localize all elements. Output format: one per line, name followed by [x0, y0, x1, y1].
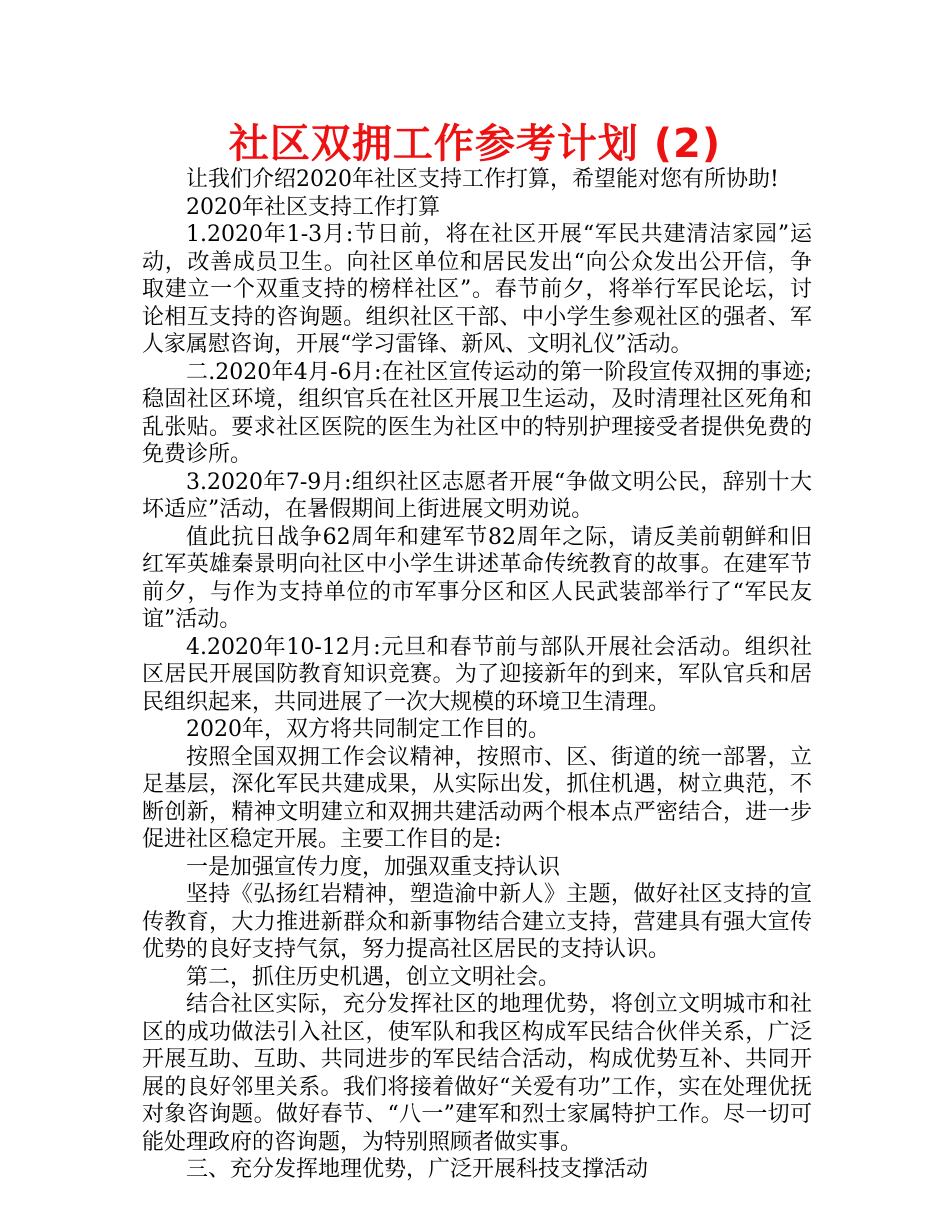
paragraph: 2020年社区支持工作打算 — [186, 194, 440, 220]
paragraph: 按照全国双拥工作会议精神，按照市、区、街道的统一部署，立足基层，深化军民共建成果，从实际出发，抓住机遇，树立典范，不断创新，精神文明建立和双拥共建活动两个根本点严密结合，进一步促进社区稳定开展。主要工作目的是: — [142, 744, 812, 852]
paragraph: 二.2020年4月-6月:在社区宣传运动的第一阶段宣传双拥的事迹;稳固社区环境，组织官兵在社区开展卫生运动，及时清理社区死角和乱张贴。要求社区医院的医生为社区中的特别护理接受者提供免费的免费诊所。 — [142, 359, 812, 467]
paragraph: 值此抗日战争62周年和建军节82周年之际，请反美前朝鲜和旧红军英雄秦景明向社区中小学生讲述革命传统教育的故事。在建军节前夕，与作为支持单位的市军事分区和区人民武装部举行了“军民友谊”活动。 — [142, 524, 812, 632]
section-heading: 一是加强宣传力度，加强双重支持认识 — [186, 854, 561, 880]
paragraph: 结合社区实际，充分发挥社区的地理优势，将创立文明城市和社区的成功做法引入社区，使军队和我区构成军民结合伙伴关系，广泛开展互助、互助、共同进步的军民结合活动，构成优势互补、共同开展的良好邻里关系。我们将接着做好“关爱有功”工作，实在处理优抚对象咨询题。做好春节、“八一”建军和烈士家属特护工作。尽一切可能处理政府的咨询题，为特别照顾者做实事。 — [142, 992, 812, 1155]
document-body — [142, 166, 812, 1184]
paragraph: 让我们介绍2020年社区支持工作打算，希望能对您有所协助! — [186, 167, 779, 192]
paragraph: 3.2020年7-9月:组织社区志愿者开展“争做文明公民，辞别十大坏适应”活动，在暑假期间上街进展文明劝说。 — [142, 469, 812, 522]
paragraph: 1.2020年1-3月:节日前，将在社区开展“军民共建清洁家园”运动，改善成员卫生。向社区单位和居民发出“向公众发出公开信，争取建立一个双重支持的榜样社区”。春节前夕，将举行军民论坛，讨论相互支持的咨询题。组织社区干部、中小学生参观社区的强者、军人家属慰咨询，开展“学习雷锋、新风、文明礼仪”活动。 — [142, 222, 812, 357]
document-title: 社区双拥工作参考计划 (2) — [228, 121, 722, 167]
section-heading: 三、充分发挥地理优势，广泛开展科技支撑活动 — [186, 1157, 649, 1182]
paragraph: 坚持《弘扬红岩精神，塑造渝中新人》主题，做好社区支持的宣传教育，大力推进新群众和新事物结合建立支持，营建具有强大宣传优势的良好支持气氛，努力提高社区居民的支持认识。 — [142, 882, 812, 962]
section-heading: 第二，抓住历史机遇，创立文明社会。 — [186, 964, 561, 990]
paragraph: 2020年，双方将共同制定工作目的。 — [186, 717, 550, 742]
paragraph: 4.2020年10-12月:元旦和春节前与部队开展社会活动。组织社区居民开展国防教育知识竞赛。为了迎接新年的到来，军队官兵和居民组织起来，共同进展了一次大规模的环境卫生清理。 — [142, 634, 812, 715]
